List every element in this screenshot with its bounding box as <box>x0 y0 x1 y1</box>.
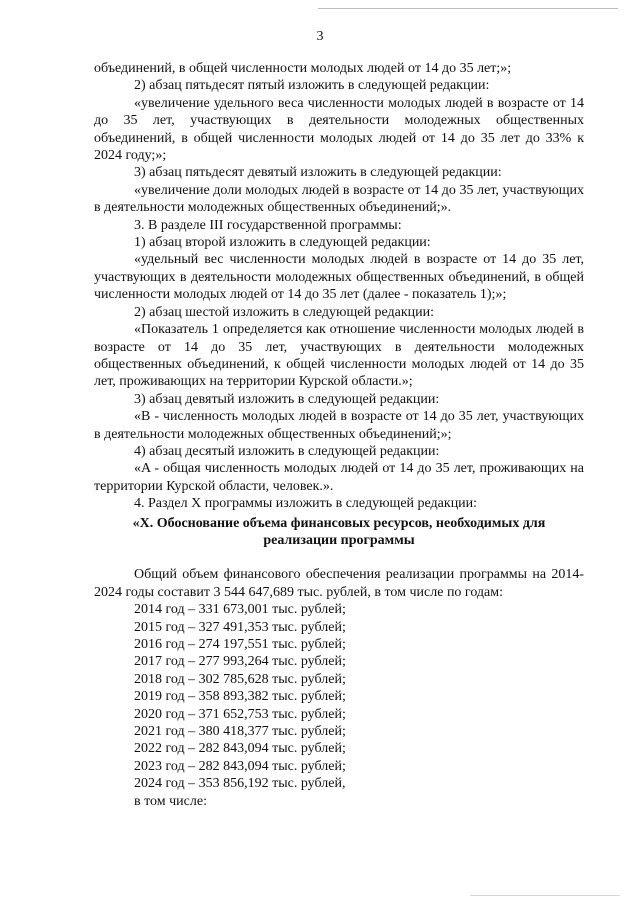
document-body <box>94 60 584 810</box>
paragraph: 4) абзац десятый изложить в следующей редакции: <box>134 443 440 459</box>
scan-artifact-bottom-line <box>470 895 620 896</box>
list-item: 2017 год – 277 993,264 тыс. рублей; <box>134 654 346 670</box>
section-title: «X. Обоснование объема финансовых ресурсов, необходимых для реализации программы <box>132 515 546 548</box>
funding-year-list <box>94 601 584 792</box>
paragraph: «Показатель 1 определяется как отношение численности молодых людей в возрасте от 14 до 35 лет, участвующих в деятельности молодежных общественных объединений, к общей численности молодых людей от 14 до 35 лет, проживающих на территории Курской области.»; <box>94 322 584 390</box>
list-item: 2024 год – 353 856,192 тыс. рублей, <box>134 776 346 792</box>
paragraph: «A - общая численность молодых людей от 14 до 35 лет, проживающих на территории Курской области, человек.». <box>94 461 584 494</box>
paragraph: «B - численность молодых людей в возрасте от 14 до 35 лет, участвующих в деятельности молодежных общественных объединений;»; <box>94 409 584 442</box>
list-item: 2020 год – 371 652,753 тыс. рублей; <box>134 706 346 722</box>
paragraph: 4. Раздел X программы изложить в следующей редакции: <box>134 496 478 512</box>
paragraph: 1) абзац второй изложить в следующей редакции: <box>134 235 431 251</box>
paragraph: 3) абзац девятый изложить в следующей редакции: <box>134 391 440 407</box>
funding-tail: в том числе: <box>134 793 207 809</box>
list-item: 2021 год – 380 418,377 тыс. рублей; <box>134 724 346 740</box>
scan-artifact-top-line <box>318 8 618 9</box>
list-item: 2016 год – 274 197,551 тыс. рублей; <box>134 637 346 652</box>
page-number: 3 <box>316 29 324 44</box>
paragraph: «увеличение удельного веса численности молодых людей в возрасте от 14 до 35 лет, участвующих в деятельности молодежных общественных объединений, в общей численности молодых людей от 14 до 35 лет до 33% к 2024 году;»; <box>94 95 584 164</box>
list-item: 2019 год – 358 893,382 тыс. рублей; <box>134 689 346 705</box>
paragraph: 2) абзац шестой изложить в следующей редакции: <box>134 304 434 320</box>
paragraph: объединений, в общей численности молодых людей от 14 до 35 лет;»; <box>94 61 512 76</box>
paragraph: «удельный вес численности молодых людей в возрасте от 14 до 35 лет, участвующих в деятельности молодежных общественных объединений, в общей численности молодых людей от 14 до 35 лет (далее - показатель 1);»; <box>94 252 584 303</box>
paragraph: 3) абзац пятьдесят девятый изложить в следующей редакции: <box>134 165 502 181</box>
paragraph: «увеличение доли молодых людей в возрасте от 14 до 35 лет, участвующих в деятельности молодежных общественных объединений;». <box>94 182 584 216</box>
list-item: 2015 год – 327 491,353 тыс. рублей; <box>134 619 346 635</box>
list-item: 2022 год – 282 843,094 тыс. рублей; <box>134 741 346 757</box>
spacer <box>94 549 584 566</box>
list-item: 2023 год – 282 843,094 тыс. рублей; <box>134 758 346 774</box>
list-item: 2014 год – 331 673,001 тыс. рублей; <box>134 602 346 618</box>
paragraph: 3. В разделе III государственной программы: <box>134 217 402 233</box>
list-item: 2018 год – 302 785,628 тыс. рублей; <box>134 671 346 687</box>
funding-intro: Общий объем финансового обеспечения реализации программы на 2014-2024 годы составит 3 544 647,689 тыс. рублей, в том числе по годам: <box>94 567 584 600</box>
paragraph: 2) абзац пятьдесят пятый изложить в следующей редакции: <box>134 78 490 94</box>
